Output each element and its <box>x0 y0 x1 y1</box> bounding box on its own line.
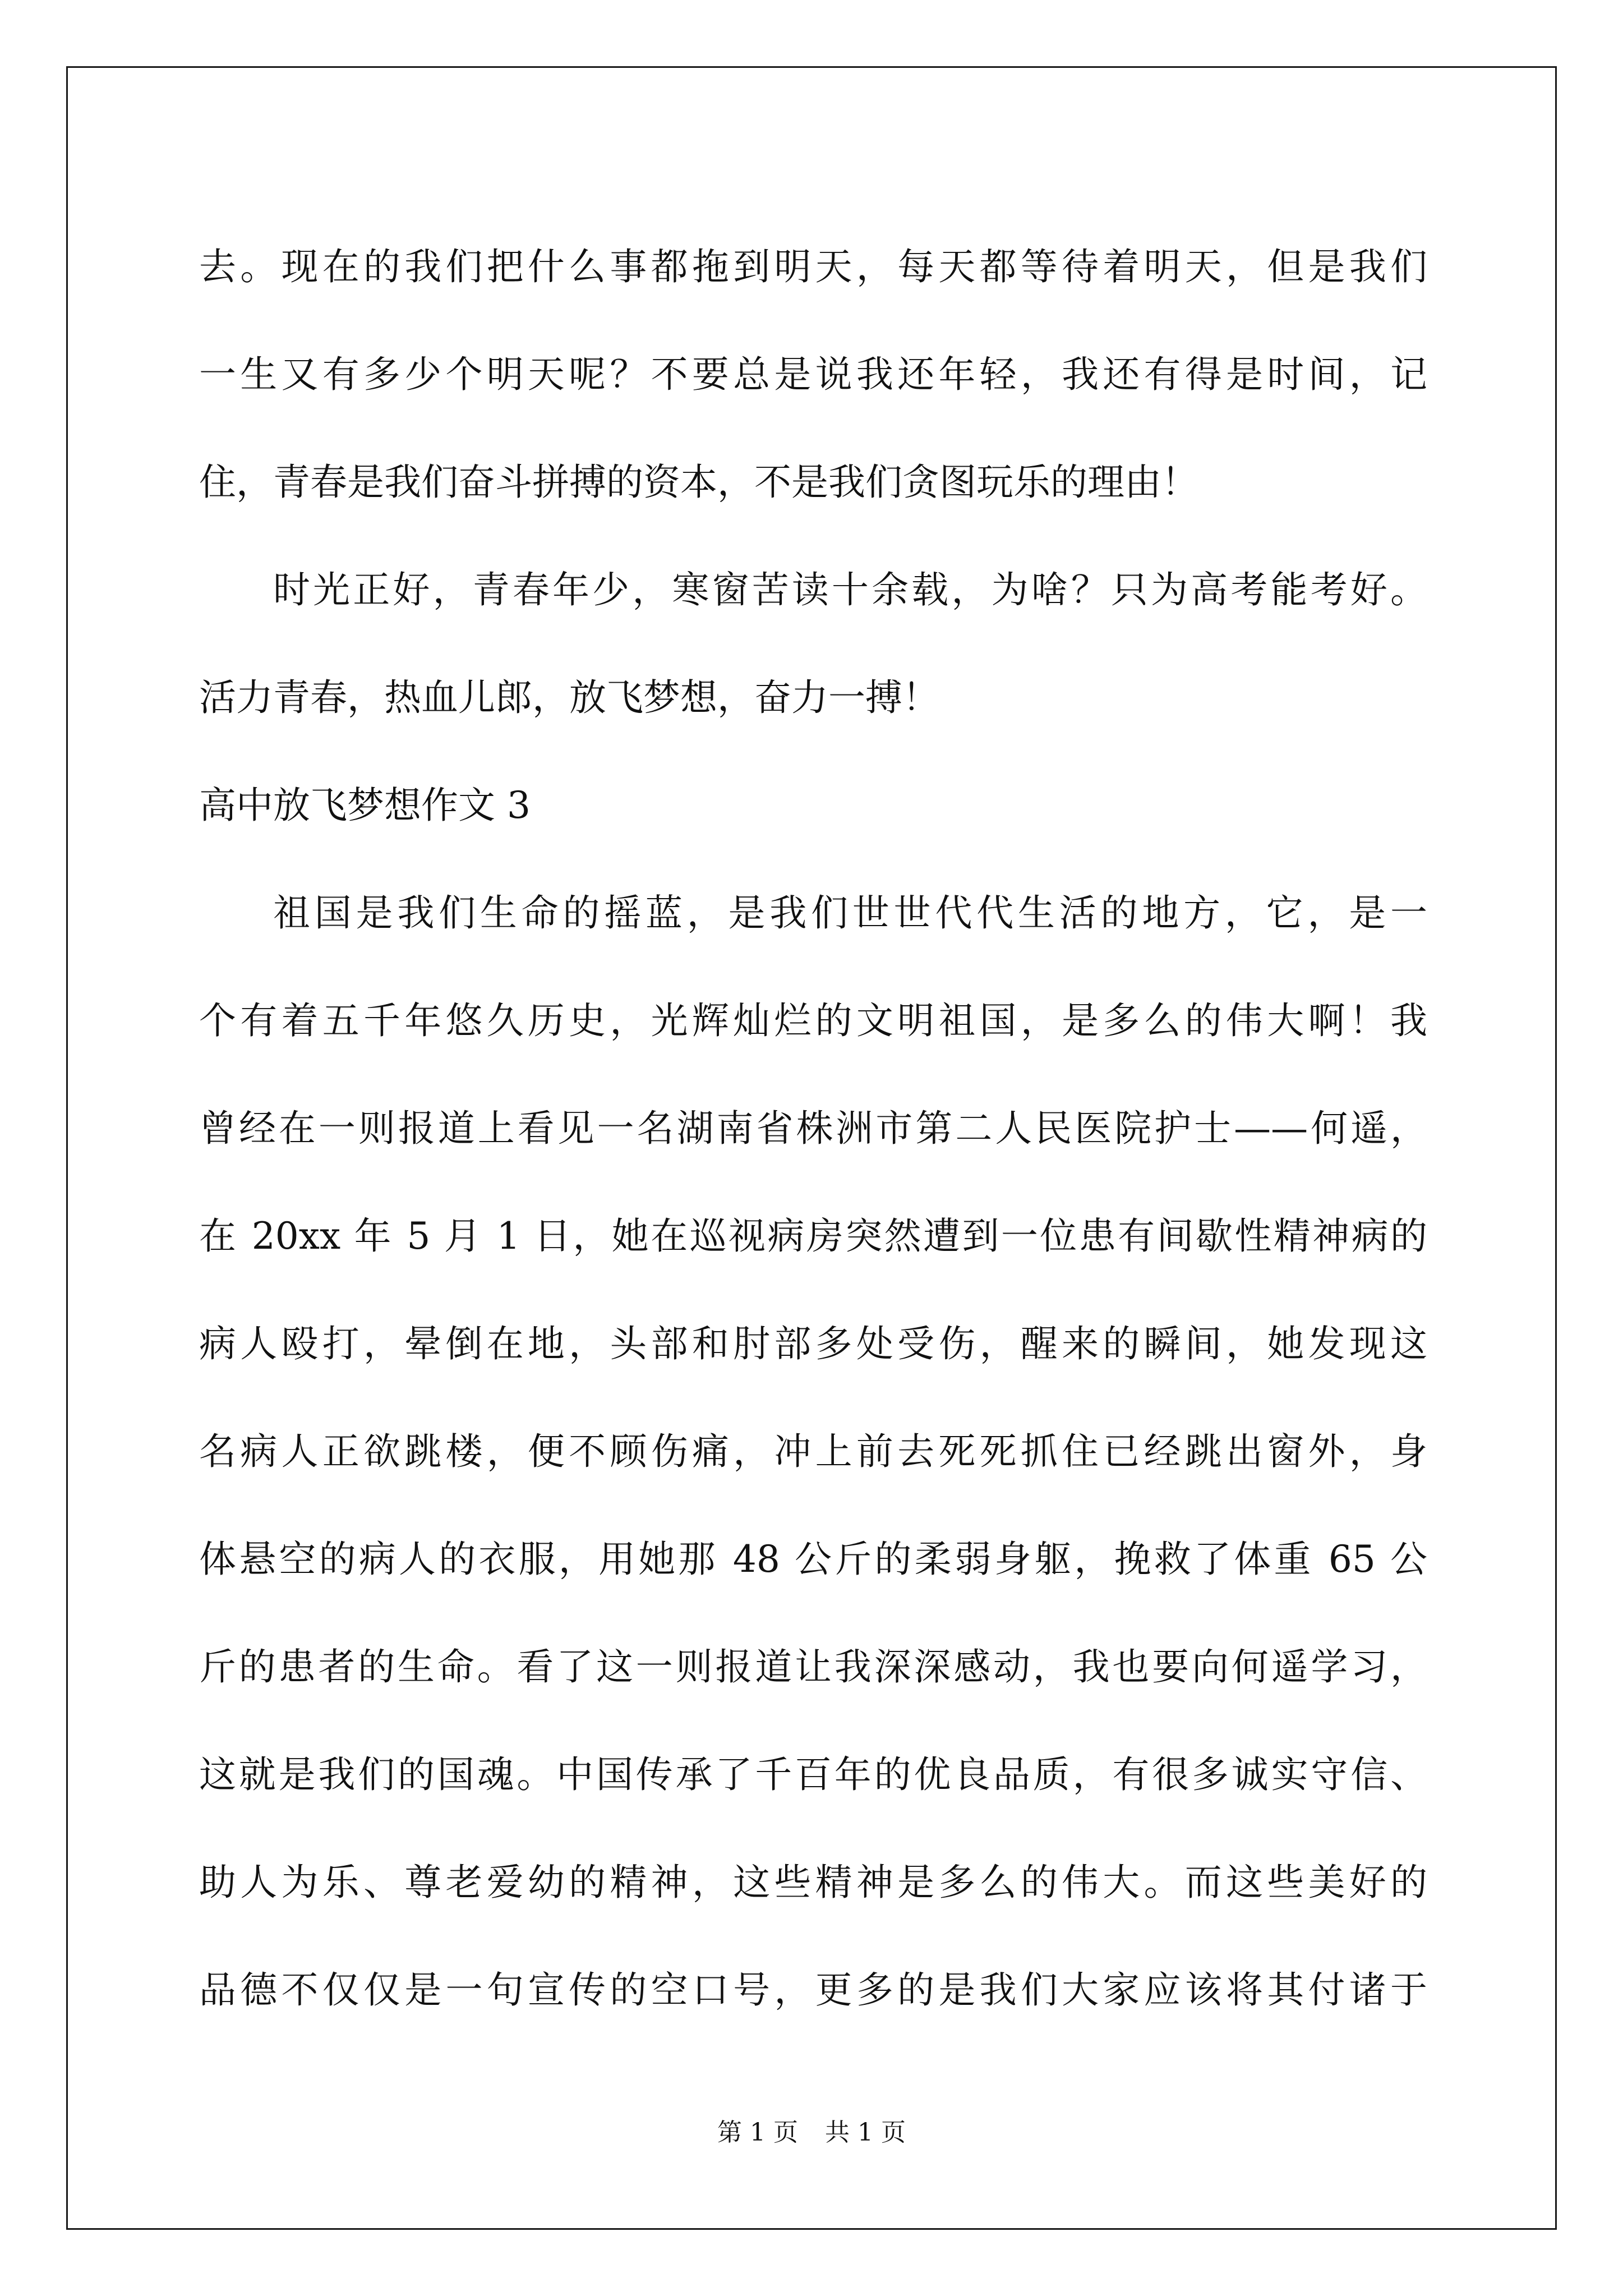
text-line: 曾经在一则报道上看见一名湖南省株洲市第二人民医院护士——何遥， <box>199 1107 1427 1150</box>
text-line: 一生又有多少个明天呢？不要总是说我还年轻，我还有得是时间，记 <box>199 353 1427 396</box>
text-line: 住，青春是我们奋斗拼搏的资本，不是我们贪图玩乐的理由！ <box>199 461 1198 504</box>
text-line: 助人为乐、尊老爱幼的精神，这些精神是多么的伟大。而这些美好的 <box>199 1861 1427 1904</box>
text-line: 品德不仅仅是一句宣传的空口号，更多的是我们大家应该将其付诸于 <box>199 1968 1427 2012</box>
text-line: 病人殴打，晕倒在地，头部和肘部多处受伤，醒来的瞬间，她发现这 <box>199 1322 1427 1365</box>
text-line: 个有着五千年悠久历史，光辉灿烂的文明祖国，是多么的伟大啊！我 <box>199 999 1427 1042</box>
text-line: 活力青春，热血儿郎，放飞梦想，奋力一搏！ <box>199 676 939 719</box>
page-footer <box>0 2116 1623 2150</box>
text-line: 名病人正欲跳楼，便不顾伤痛，冲上前去死死抓住已经跳出窗外，身 <box>199 1430 1427 1473</box>
section-heading: 高中放飞梦想作文 3 <box>199 784 531 827</box>
text-line: 在 20xx 年 5 月 1 日，她在巡视病房突然遭到一位患有间歇性精神病的 <box>199 1214 1427 1258</box>
document-body <box>199 213 1427 2044</box>
text-line: 去。现在的我们把什么事都拖到明天，每天都等待着明天，但是我们 <box>199 245 1427 288</box>
page-number-current: 第 1 页 <box>717 2118 798 2147</box>
paragraph-start-line: 时光正好，青春年少，寒窗苦读十余载，为啥？只为高考能考好。 <box>273 568 1427 611</box>
text-line: 体悬空的病人的衣服，用她那 48 公斤的柔弱身躯，挽救了体重 65 公 <box>199 1538 1427 1581</box>
text-line: 斤的患者的生命。看了这一则报道让我深深感动，我也要向何遥学习， <box>199 1645 1427 1688</box>
page-number-total: 共 1 页 <box>825 2118 906 2147</box>
paragraph-start-line: 祖国是我们生命的摇蓝，是我们世世代代生活的地方，它，是一 <box>273 891 1427 935</box>
text-line: 这就是我们的国魂。中国传承了千百年的优良品质，有很多诚实守信、 <box>199 1753 1427 1796</box>
